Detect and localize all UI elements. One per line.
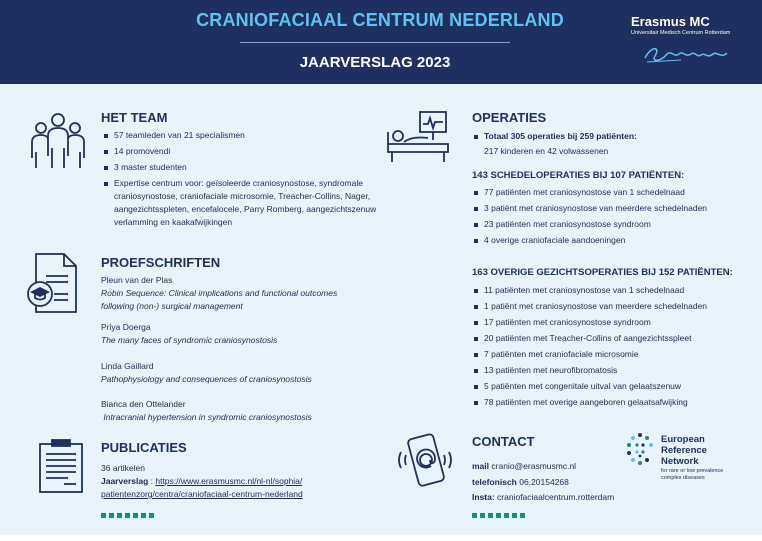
annual-report-link-line1: https://www.erasmusmc.nl/nl-nl/sophia/ bbox=[155, 476, 303, 486]
list-item: 1 patiënt met craniosynostose van meerdere schedelnaden bbox=[473, 300, 758, 313]
thesis-title-3: Pathophysiology and consequences of craniosynostosis bbox=[101, 374, 312, 384]
schedel-list bbox=[473, 186, 758, 250]
publications-clipboard-icon bbox=[38, 438, 84, 494]
list-item: 78 patiënten met overige aangeboren gelaatsafwijking bbox=[473, 396, 758, 409]
list-item: 77 patiënten met craniosynostose van 1 schedelnaad bbox=[473, 186, 758, 199]
operaties-total-list bbox=[473, 130, 753, 146]
annual-report-sep: : bbox=[148, 476, 156, 486]
thesis-title-4: Intracranial hypertension in syndromic craniosynostosis bbox=[101, 412, 312, 422]
list-item: 3 patiënt met craniosynostose van meerdere schedelnaden bbox=[473, 202, 758, 215]
list-item: 14 promovendi bbox=[103, 145, 383, 158]
decorative-dots-left bbox=[101, 513, 154, 518]
list-item: Expertise centrum voor: geïsoleerde craniosynostose, syndromale craniosynostose, craniofaciale microsomie, Treacher-Collins, Nager, aangezichtsspleten, encefalocele, Parry Romberg, aangezichtszenuw verlamming en kaakafwijkingen bbox=[103, 177, 383, 229]
proefschriften-heading: PROEFSCHRIFTEN bbox=[101, 255, 221, 270]
annual-report-label: Jaarverslag bbox=[101, 476, 149, 486]
annual-report-link-row bbox=[101, 475, 381, 501]
list-item: 4 overige craniofaciale aandoeningen bbox=[473, 234, 758, 247]
thesis-author-2: Priya Doerga bbox=[101, 322, 151, 332]
report-subtitle: JAARVERSLAG 2023 bbox=[299, 54, 451, 71]
publications-count: 36 artikelen bbox=[101, 463, 145, 473]
publicaties-heading: PUBLICATIES bbox=[101, 440, 187, 455]
thesis-title-1: Robin Sequence: Clinical implications and functional outcomes following (non-) surgical management bbox=[101, 288, 338, 311]
ern-subtext bbox=[661, 468, 756, 482]
contact-insta-row bbox=[472, 491, 642, 504]
insta-value[interactable]: craniofaciaalcentrum.rotterdam bbox=[497, 492, 615, 502]
phone-label: telefonisch bbox=[472, 477, 517, 487]
list-item: 13 patiënten met neurofibromatosis bbox=[473, 364, 758, 377]
list-item: Totaal 305 operaties bij 259 patiënten: bbox=[473, 130, 753, 143]
decorative-dots-right bbox=[472, 513, 525, 518]
list-item: 20 patiënten met Treacher-Collins of aangezichtsspleet bbox=[473, 332, 758, 345]
contact-mail-row bbox=[472, 460, 622, 473]
gezicht-list bbox=[473, 284, 758, 412]
report-title: CRANIOFACIAAL CENTRUM NEDERLAND bbox=[196, 10, 564, 30]
list-item: 23 patiënten met craniosynostose syndroom bbox=[473, 218, 758, 231]
ern-line-3: Network bbox=[661, 456, 699, 467]
phone-value[interactable]: 06.20154268 bbox=[519, 477, 569, 487]
ern-sub-2: complex diseases bbox=[661, 475, 705, 481]
hospital-bed-icon bbox=[386, 110, 452, 164]
ern-line-2: Reference bbox=[661, 445, 707, 456]
header-divider bbox=[240, 42, 510, 43]
erasmus-mc-logo bbox=[631, 14, 741, 64]
team-heading: HET TEAM bbox=[101, 110, 168, 125]
schedel-heading: 143 SCHEDELOPERATIES BIJ 107 PATIËNTEN: bbox=[472, 170, 685, 181]
team-list bbox=[103, 129, 383, 232]
thesis-author-4: Bianca den Ottelander bbox=[101, 399, 186, 409]
logo-brand: Erasmus MC bbox=[631, 14, 710, 29]
ern-name bbox=[661, 434, 751, 467]
thesis-title-2: The many faces of syndromic craniosynostosis bbox=[101, 335, 278, 345]
logo-subtext: Universitair Medisch Centrum Rotterdam bbox=[631, 30, 731, 36]
insta-label: Insta: bbox=[472, 492, 495, 502]
operaties-heading: OPERATIES bbox=[472, 110, 547, 125]
team-people-icon bbox=[30, 112, 86, 170]
thesis-document-icon bbox=[26, 252, 78, 314]
annual-report-link-line2: patientenzorg/centra/craniofaciaal-centrum-nederland bbox=[101, 489, 303, 499]
mail-value[interactable]: cranio@erasmusmc.nl bbox=[491, 461, 577, 471]
contact-phone-row bbox=[472, 476, 622, 489]
list-item: 57 teamleden van 21 specialismen bbox=[103, 129, 383, 142]
smartphone-email-icon bbox=[395, 432, 455, 490]
list-item: 7 patiënten met craniofaciale microsomie bbox=[473, 348, 758, 361]
ern-sub-1: for rare or low prevalence bbox=[661, 468, 724, 474]
header-banner bbox=[0, 0, 762, 84]
list-item: 5 patiënten met congenitale uitval van gelaatszenuw bbox=[473, 380, 758, 393]
mail-label: mail bbox=[472, 461, 490, 471]
gezicht-heading: 163 OVERIGE GEZICHTSOPERATIES BIJ 152 PATIËNTEN: bbox=[472, 267, 733, 278]
ern-dots-logo-icon bbox=[625, 432, 655, 466]
bottom-strip bbox=[0, 535, 762, 541]
signature-logo-icon bbox=[641, 44, 736, 66]
list-item: 11 patiënten met craniosynostose van 1 schedelnaad bbox=[473, 284, 758, 297]
list-item: 3 master studenten bbox=[103, 161, 383, 174]
thesis-author-1: Pleun van der Plas bbox=[101, 275, 173, 285]
list-item: 17 patiënten met craniosynostose syndroom bbox=[473, 316, 758, 329]
contact-heading: CONTACT bbox=[472, 434, 535, 449]
ern-line-1: European bbox=[661, 434, 705, 445]
thesis-author-3: Linda Gaillard bbox=[101, 361, 154, 371]
operaties-total-sub: 217 kinderen en 42 volwassenen bbox=[484, 146, 609, 156]
